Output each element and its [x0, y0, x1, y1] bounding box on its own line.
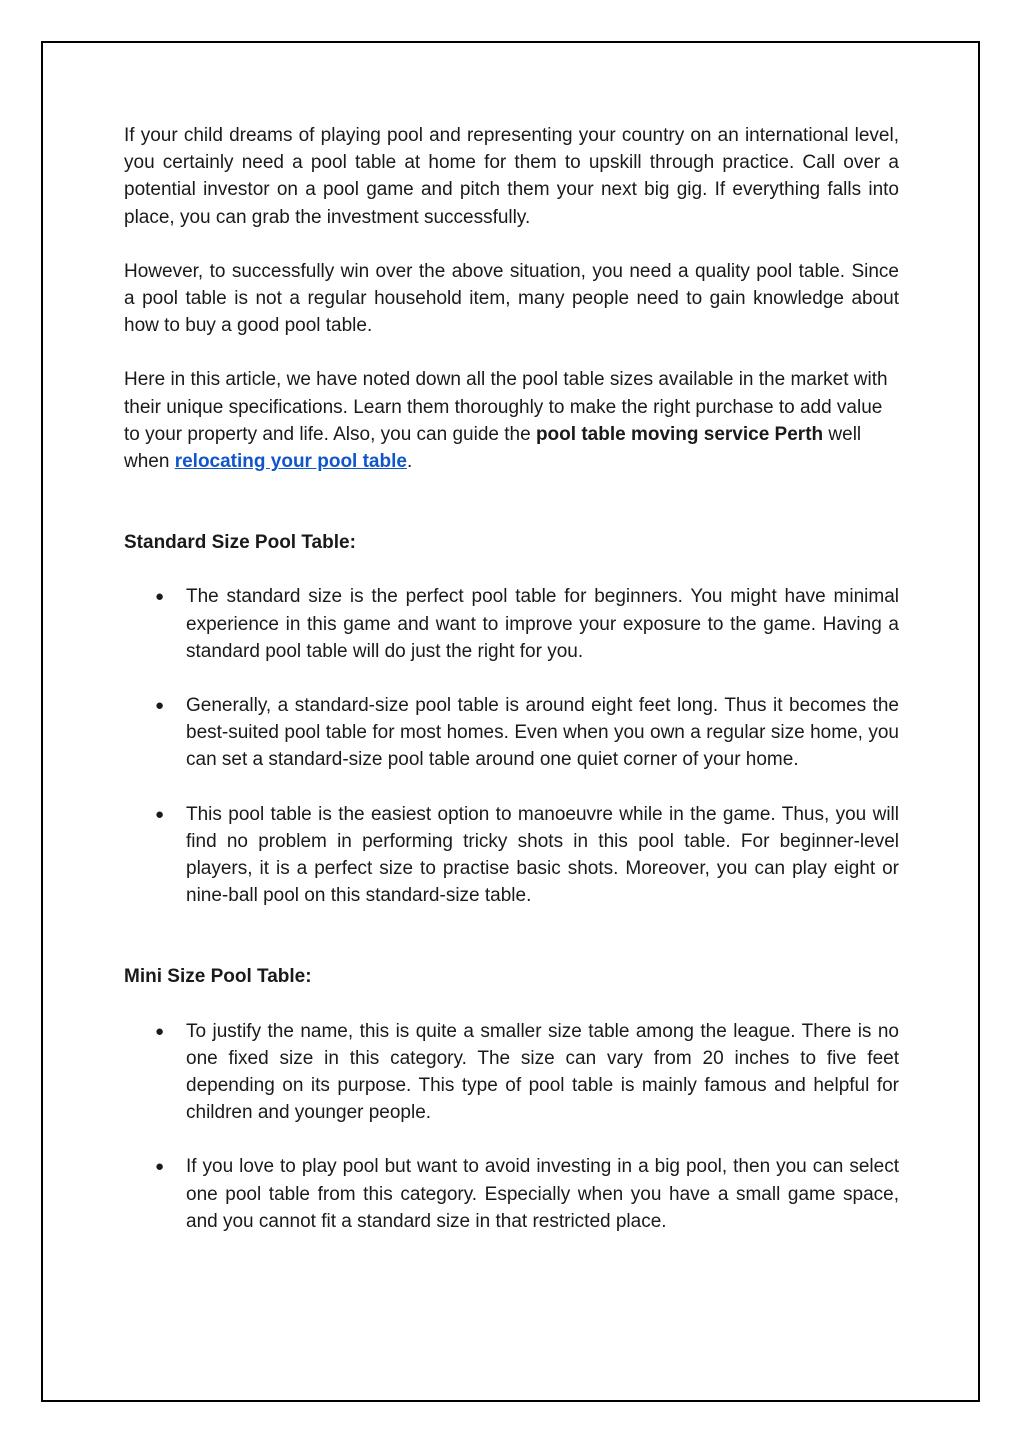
- article-text-start: Here in this article, we have noted down all the pool table sizes available in the market with their unique specifications. Learn them thoroughly to make the right purchase to add value to your property and life. Also, you can guide the: [124, 369, 888, 445]
- bullet-icon: ●: [155, 697, 165, 715]
- relocating-pool-table-link[interactable]: relocating your pool table: [174, 451, 407, 473]
- list-item: [124, 692, 899, 774]
- section-heading-standard: Standard Size Pool Table:: [124, 532, 356, 554]
- article-text-end: .: [406, 451, 413, 473]
- standard-bullet-list: [124, 583, 899, 909]
- list-item-text: If you love to play pool but want to avoid investing in a big pool, then you can select one pool table from this category. Especially when you have a small game space, and you cannot fit a standard size in that restricted place.: [186, 1156, 899, 1232]
- bullet-icon: ●: [155, 805, 165, 823]
- document-body: [124, 122, 899, 1262]
- list-item: [124, 801, 899, 910]
- list-item: [124, 583, 899, 665]
- list-item-text: The standard size is the perfect pool table for beginners. You might have minimal experience in this game and want to improve your exposure to the game. Having a standard pool table will do just the right for you.: [186, 586, 899, 662]
- section-heading-mini: Mini Size Pool Table:: [124, 966, 312, 988]
- list-item-text: This pool table is the easiest option to manoeuvre while in the game. Thus, you will find no problem in performing tricky shots in this pool table. For beginner-level players, it is a perfect size to practise basic shots. Moreover, you can play eight or nine-ball pool on this standard-size table.: [186, 803, 899, 907]
- list-item: [124, 1018, 899, 1127]
- section-spacer: [124, 502, 899, 529]
- list-item-text: To justify the name, this is quite a smaller size table among the league. There is no one fixed size in this category. The size can vary from 20 inches to five feet depending on its purpose. This type of pool table is mainly famous and helpful for children and younger people.: [186, 1020, 899, 1124]
- intro-paragraph: If your child dreams of playing pool and representing your country on an international level, you certainly need a pool table at home for them to upskill through practice. Call over a potential investor on a pool game and pitch them your next big gig. If everything falls into place, you can grab the investment successfully.: [124, 125, 899, 228]
- bullet-icon: ●: [155, 1158, 165, 1176]
- bullet-icon: ●: [155, 1022, 165, 1040]
- article-paragraph: [124, 366, 899, 475]
- list-item-text: Generally, a standard-size pool table is around eight feet long. Thus it becomes the best-suited pool table for most homes. Even when you own a regular size home, you can set a standard-size pool table around one quiet corner of your home.: [186, 695, 899, 771]
- quality-paragraph: However, to successfully win over the above situation, you need a quality pool table. Since a pool table is not a regular household item, many people need to gain knowledge about how to buy a good pool table.: [124, 260, 899, 337]
- list-item: [124, 1153, 899, 1235]
- mini-bullet-list: [124, 1018, 899, 1235]
- article-text-mid: well when: [124, 423, 862, 473]
- section-spacer: [124, 936, 899, 963]
- moving-service-bold: pool table moving service Perth: [535, 423, 824, 445]
- bullet-icon: ●: [155, 588, 165, 606]
